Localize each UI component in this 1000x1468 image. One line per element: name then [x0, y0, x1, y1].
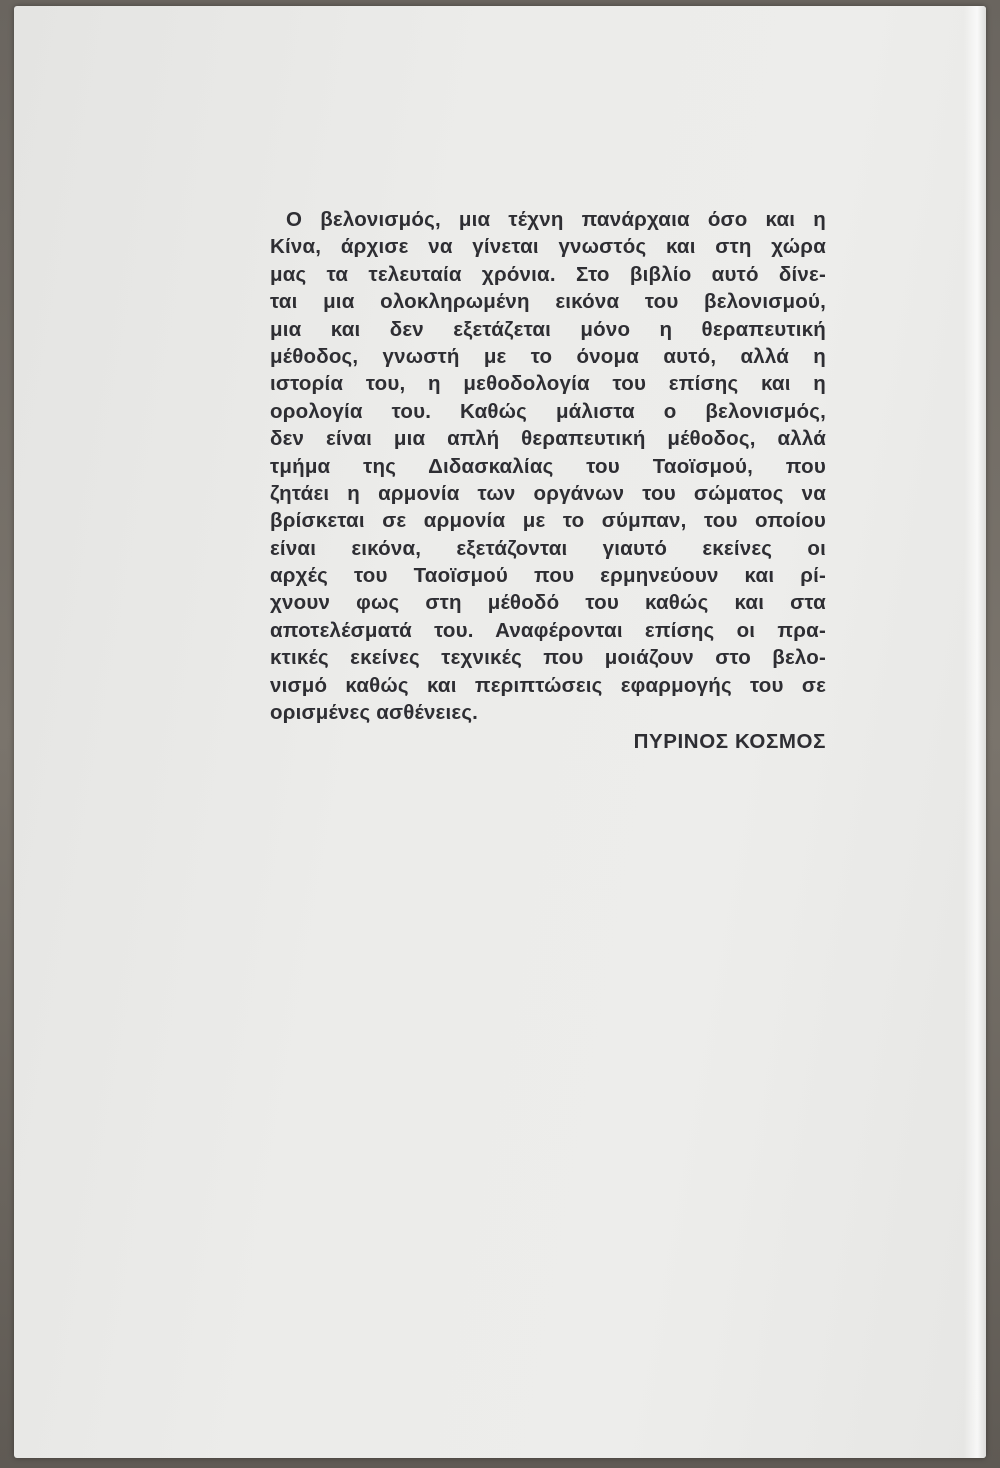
blurb-line: μια και δεν εξετάζεται μόνο η θεραπευτική	[270, 317, 826, 341]
blurb-line: δεν είναι μια απλή θεραπευτική μέθοδος, αλλά	[270, 427, 826, 451]
blurb-line: Κίνα, άρχισε να γίνεται γνωστός και στη χώρα	[270, 235, 826, 259]
blurb-line: ορισμένες ασθένειες.	[270, 701, 479, 725]
blurb-line: αποτελέσματά του. Αναφέρονται επίσης οι πρα-	[270, 618, 826, 642]
blurb-line: μας τα τελευταία χρόνια. Στο βιβλίο αυτό δίνε-	[270, 262, 826, 286]
blurb-line: ται μια ολοκληρωμένη εικόνα του βελονισμού,	[270, 290, 826, 314]
publisher-name: ΠΥΡΙΝΟΣ ΚΟΣΜΟΣ	[633, 730, 826, 754]
book-back-cover	[14, 6, 986, 1458]
blurb-line: είναι εικόνα, εξετάζονται γιαυτό εκείνες οι	[270, 536, 826, 560]
cover-edge-highlight	[964, 6, 986, 1458]
blurb-line: αρχές του Ταοϊσμού που ερμηνεύουν και ρί-	[270, 564, 826, 588]
blurb-line: βρίσκεται σε αρμονία με το σύμπαν, του οποίου	[270, 509, 826, 533]
blurb-text-block	[270, 206, 826, 756]
blurb-line: ιστορία του, η μεθοδολογία του επίσης και η	[270, 372, 826, 396]
blurb-line: κτικές εκείνες τεχνικές που μοιάζουν στο βελο-	[270, 646, 826, 670]
blurb-line: ζητάει η αρμονία των οργάνων του σώματος να	[270, 481, 826, 505]
blurb-line: τμήμα της Διδασκαλίας του Ταοϊσμού, που	[270, 454, 826, 478]
blurb-line: Ο βελονισμός, μια τέχνη πανάρχαια όσο και η	[286, 208, 826, 231]
blurb-line: χνουν φως στη μέθοδό του καθώς και στα	[270, 591, 826, 615]
blurb-line: μέθοδος, γνωστή με το όνομα αυτό, αλλά η	[270, 344, 826, 368]
blurb-line: νισμό καθώς και περιπτώσεις εφαρμογής του σε	[270, 673, 826, 697]
blurb-line: ορολογία του. Καθώς μάλιστα ο βελονισμός,	[270, 399, 826, 423]
